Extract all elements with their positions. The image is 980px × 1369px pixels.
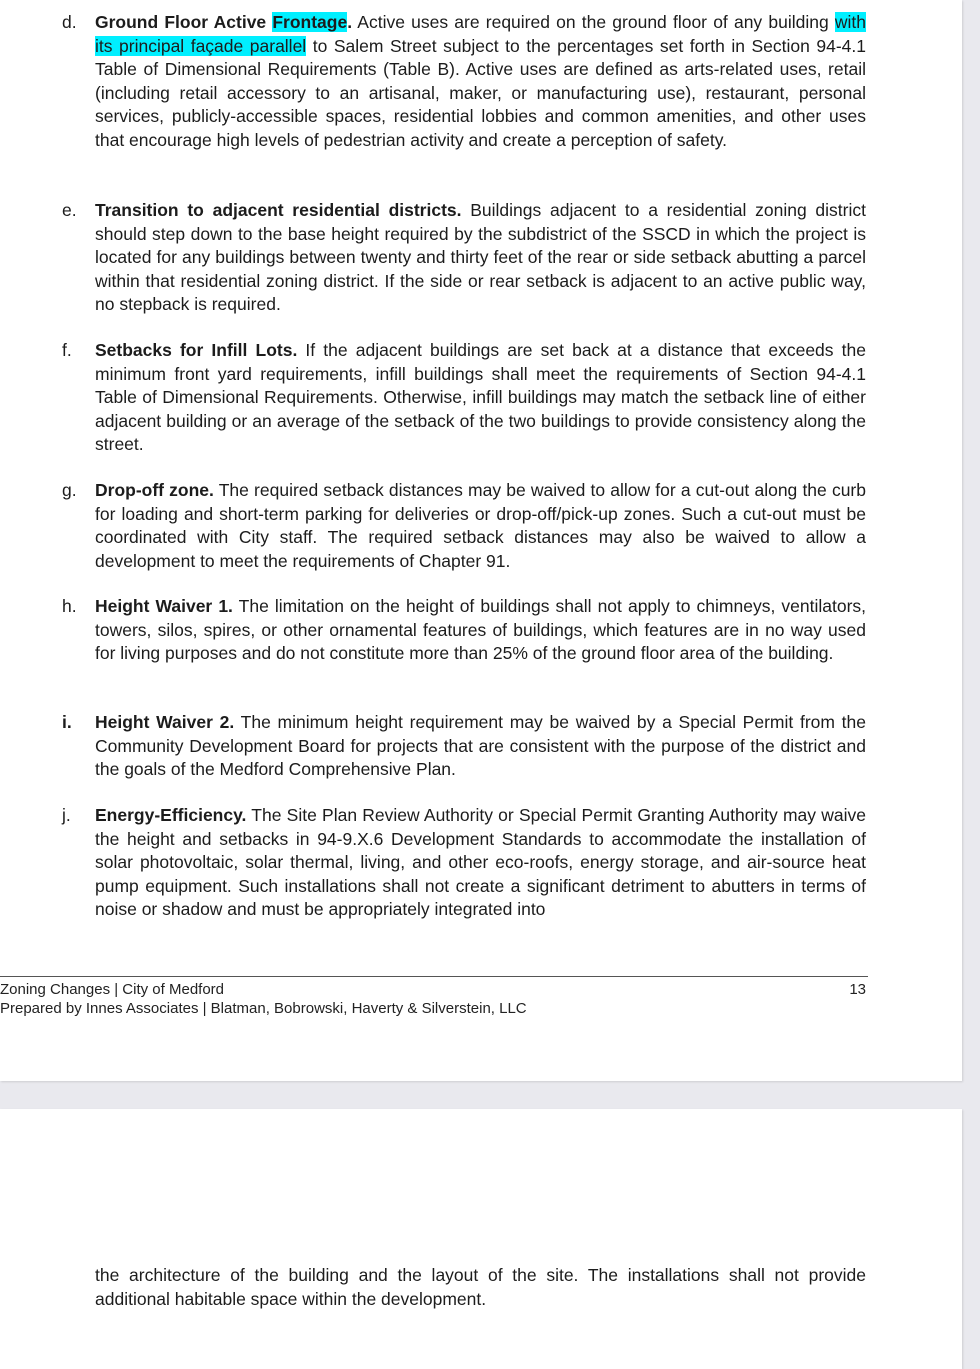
document-page-14	[0, 1109, 962, 1369]
continuation-text: the architecture of the building and the layout of the site. The installations shall not provide additional habitable space within the development.	[95, 1265, 866, 1309]
item-body: Drop-off zone. The required setback distances may be waived to allow for a cut-out along the curb for loading and short-term parking for deliveries or drop-off/pick-up zones. Such a cut-out must be coordinated with City staff. The required setback distances may also be waived to allow a development to meet the requirements of Chapter 91.	[95, 480, 866, 571]
item-title: Energy-Efficiency.	[95, 805, 247, 825]
item-body: Energy-Efficiency. The Site Plan Review Authority or Special Permit Granting Authority may waive the height and setbacks in 94-9.X.6 Development Standards to accommodate the installation of solar photovoltaic, solar thermal, living, and other eco-roofs, energy storage, and air-source heat pump equipment. Such installations shall not create a significant detriment to abutters in terms of noise or shadow and must be appropriately integrated into	[95, 805, 866, 920]
footer-line-2: Prepared by Innes Associates | Blatman, Bobrowski, Haverty & Silverstein, LLC	[0, 999, 527, 1017]
item-body: Transition to adjacent residential districts. Buildings adjacent to a residential zoning district should step down to the base height required by the subdistrict of the SSCD in which the project is located for any buildings between twenty and thirty feet of the rear or side setback abutting a parcel within that residential zoning district. If the side or rear setback is adjacent to an active public way, no stepback is required.	[95, 200, 866, 315]
item-title: Height Waiver 2.	[95, 712, 235, 732]
item-marker: g.	[62, 480, 77, 500]
item-marker: d.	[62, 12, 77, 32]
item-marker: j.	[62, 805, 71, 825]
item-title: Ground Floor Active Frontage.	[95, 12, 353, 32]
footer-line-1: Zoning Changes | City of Medford	[0, 981, 225, 998]
item-title: Height Waiver 1.	[95, 596, 233, 616]
footer-divider	[0, 976, 868, 977]
highlighted-text: with its principal façade parallel	[95, 12, 866, 56]
item-body: Height Waiver 1. The limitation on the height of buildings shall not apply to chimneys, ventilators, towers, silos, spires, or other ornamental features of buildings, which features are in no way used for living purposes and do not constitute more than 25% of the ground floor area of the building.	[95, 596, 867, 664]
item-body: Ground Floor Active Frontage. Active uses are required on the ground floor of any building with its principal façade parallel to Salem Street subject to the percentages set forth in Section 94-4.1 Table of Dimensional Requirements (Table B). Active uses are defined as arts-related uses, retail (including retail accessory to an artisanal, maker, or manufacturing use), restaurant, personal services, publicly-accessible spaces, residential lobbies and common amenities, and other uses that encourage high levels of pedestrian activity and create a perception of safety.	[95, 12, 866, 150]
item-marker: i.	[62, 712, 72, 732]
item-marker: h.	[62, 596, 77, 616]
page-number: 13	[849, 981, 866, 998]
item-title: Transition to adjacent residential districts.	[95, 200, 462, 220]
item-title: Drop-off zone.	[95, 480, 214, 500]
item-title: Setbacks for Infill Lots.	[95, 340, 298, 360]
item-body: Setbacks for Infill Lots. If the adjacent buildings are set back at a distance that exceeds the minimum front yard requirements, infill buildings shall meet the requirements of Section 94-4.1 Table of Dimensional Requirements. Otherwise, infill buildings may match the setback line of either adjacent building or an average of the setback of the two buildings to provide consistency along the street.	[95, 340, 866, 455]
page-footer	[0, 981, 868, 1018]
item-marker: e.	[62, 200, 77, 220]
item-marker: f.	[62, 340, 72, 360]
highlighted-text: Frontage	[272, 12, 348, 32]
item-body: Height Waiver 2. The minimum height requirement may be waived by a Special Permit from the Community Development Board for projects that are consistent with the purpose of the district and the goals of the Medford Comprehensive Plan.	[95, 712, 867, 780]
